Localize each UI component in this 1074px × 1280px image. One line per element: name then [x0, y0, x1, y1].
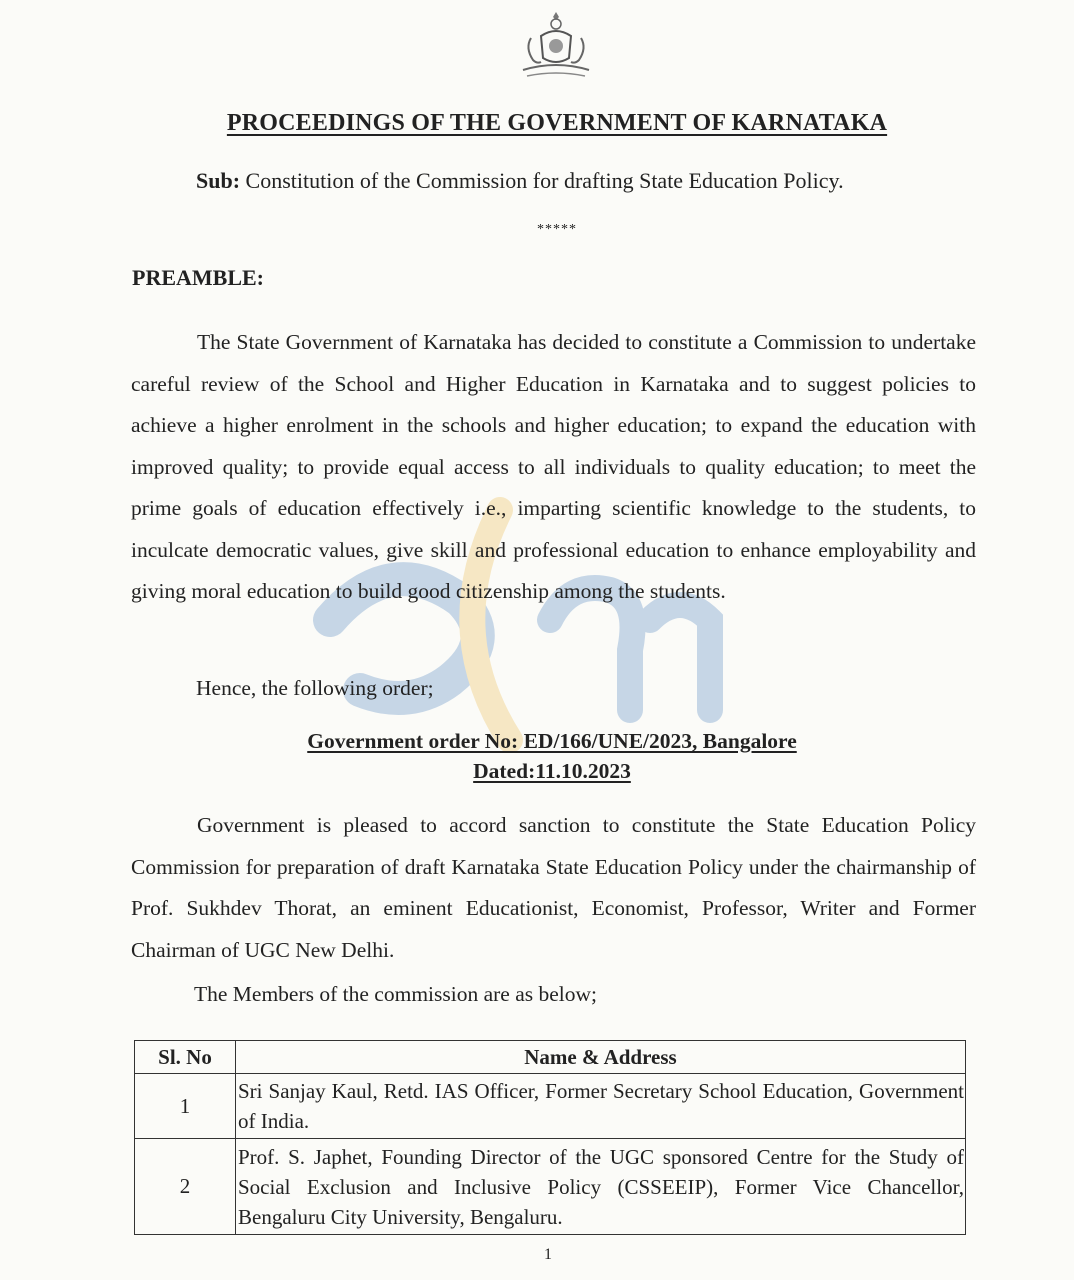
- row-name-address: Sri Sanjay Kaul, Retd. IAS Officer, Former Secretary School Education, Government of India.: [236, 1074, 966, 1139]
- preamble-paragraph: The State Government of Karnataka has decided to constitute a Commission to undertake careful review of the School and Higher Education in Karnataka and to suggest policies to achieve a higher enrolment in the schools and higher education; to expand the education with improved quality; to provide equal access to all individuals to quality education; to meet the prime goals of education effectively i.e., imparting scientific knowledge to the students, to inculcate democratic values, give skill and professional education to enhance employability and giving moral education to build good citizenship among the students.: [131, 330, 976, 603]
- row-name-address: Prof. S. Japhet, Founding Director of the UGC sponsored Centre for the Study of Social Exclusion and Inclusive Policy (CSSEEIP), Former Vice Chancellor, Bengaluru City University, Bengaluru.: [236, 1139, 966, 1235]
- column-header-slno: Sl. No: [135, 1041, 236, 1074]
- order-paragraph: Government is pleased to accord sanction to constitute the State Education Policy Commission for preparation of draft Karnataka State Education Policy under the chairmanship of Prof. Sukhdev Thorat, an eminent Educationist, Economist, Professor, Writer and Former Chairman of UGC New Delhi.: [131, 813, 976, 962]
- row-slno: 1: [135, 1074, 236, 1139]
- karnataka-emblem-icon: [515, 8, 597, 80]
- subject-text: Constitution of the Commission for drafting State Education Policy.: [245, 168, 844, 193]
- members-table: [134, 1040, 966, 1235]
- table-row: [135, 1139, 966, 1235]
- order-reference: [0, 726, 1074, 786]
- subject-label: Sub:: [196, 168, 241, 193]
- page-number: 1: [544, 1246, 552, 1263]
- subject-line: [196, 168, 844, 194]
- table-row: [135, 1074, 966, 1139]
- hence-line: Hence, the following order;: [196, 676, 434, 700]
- separator-stars: *****: [537, 222, 577, 237]
- column-header-name-address: Name & Address: [236, 1041, 966, 1074]
- order-date: Dated:11.10.2023: [473, 759, 631, 783]
- row-slno: 2: [135, 1139, 236, 1235]
- table-header-row: [135, 1041, 966, 1074]
- document-title: PROCEEDINGS OF THE GOVERNMENT OF KARNATAKA: [226, 110, 888, 136]
- members-intro: The Members of the commission are as below;: [194, 982, 598, 1006]
- preamble-heading: PREAMBLE:: [132, 265, 264, 290]
- order-number: Government order No: ED/166/UNE/2023, Bangalore: [307, 729, 797, 753]
